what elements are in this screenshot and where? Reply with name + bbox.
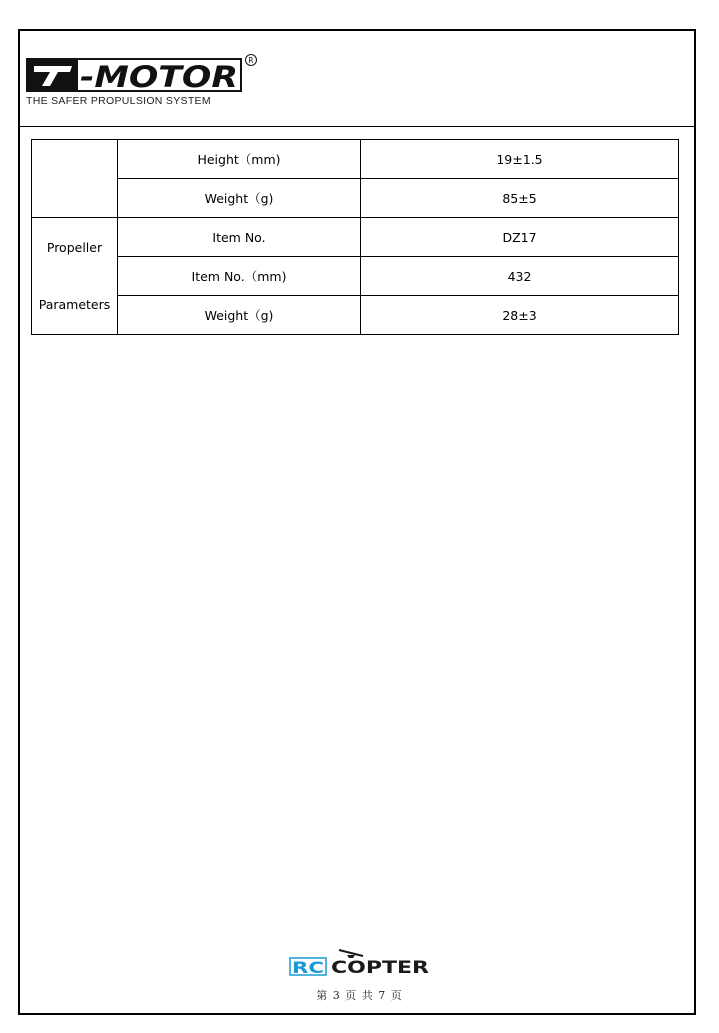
logo-tagline: THE SAFER PROPULSION SYSTEM [26, 95, 211, 107]
propeller-parameters-table [31, 139, 679, 335]
table-row [32, 257, 679, 296]
empty-group-cell [32, 140, 118, 218]
row-label: Weight（g) [118, 296, 361, 335]
row-value: 432 [361, 257, 679, 296]
table-row [32, 296, 679, 335]
svg-text:COPTER: COPTER [331, 958, 429, 976]
table-row [32, 179, 679, 218]
t-motor-logo-mark [26, 52, 266, 96]
row-value: DZ17 [361, 218, 679, 257]
group-label-line: Parameters [38, 297, 111, 312]
t-motor-logo [26, 52, 266, 108]
table-row [32, 140, 679, 179]
rc-copter-logo [289, 946, 431, 976]
table-row [32, 218, 679, 257]
header-divider [18, 126, 696, 127]
propeller-parameters-group-label [32, 218, 118, 335]
registered-mark: R [248, 56, 254, 65]
row-label: Item No.（mm) [118, 257, 361, 296]
row-value: 28±3 [361, 296, 679, 335]
row-label: Item No. [118, 218, 361, 257]
rc-copter-logo-mark [289, 946, 431, 976]
svg-text:RC: RC [292, 958, 324, 976]
group-label-line: Propeller [46, 240, 103, 255]
page-number: 第 3 页 共 7 页 [316, 989, 403, 1002]
svg-text:-MOTOR: -MOTOR [80, 60, 238, 94]
row-label: Weight（g) [118, 179, 361, 218]
row-label: Height（mm) [118, 140, 361, 179]
row-value: 19±1.5 [361, 140, 679, 179]
row-value: 85±5 [361, 179, 679, 218]
